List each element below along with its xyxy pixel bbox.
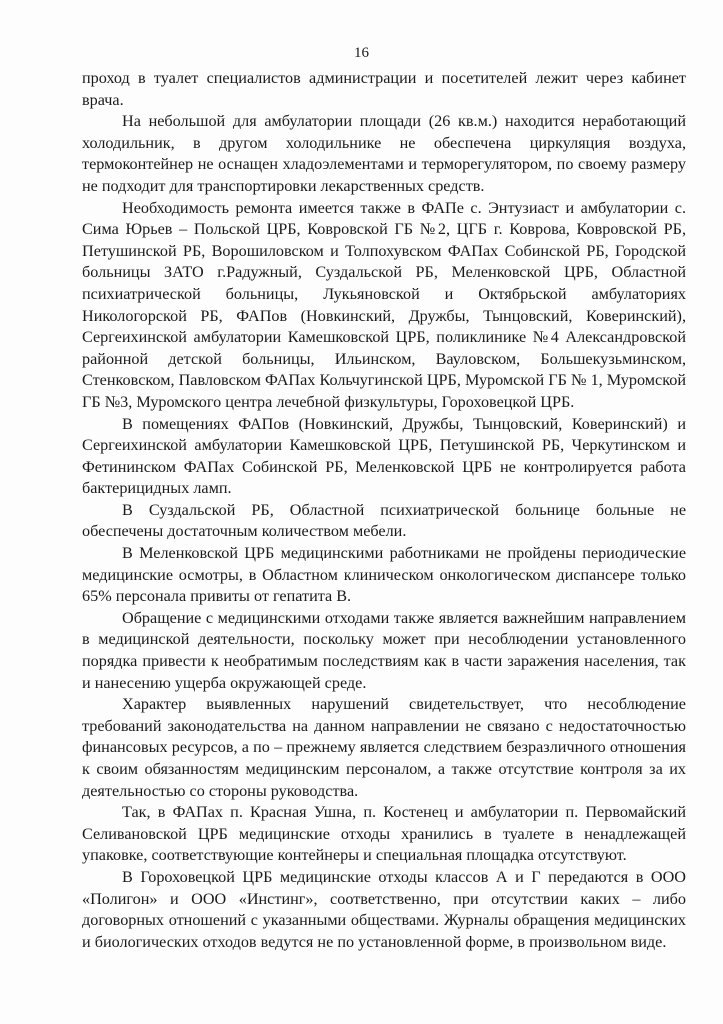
paragraph-7: Обращение с медицинскими отходами также является важнейшим направлением в медицинской деятельности, поскольку может при несоблюдении установленного порядка привести к необратимым последствиям как в части заражения населения, так и нанесению ущерба окружающей среде. [82,608,686,692]
paragraph-5: В Суздальской РБ, Областной психиатрической больнице больные не обеспечены достаточным количеством мебели. [82,500,686,541]
page-number: 16 [354,45,369,61]
paragraph-3: Необходимость ремонта имеется также в ФАПе с. Энтузиаст и амбулатории с. Сима Юрьев – Польской ЦРБ, Ковровской ГБ №2, ЦГБ г. Коврова, Ковровской РБ, Петушинской РБ, Ворошиловском и Толпохувском ФАПах Собинской РБ, Городской больницы ЗАТО г.Радужный, Суздальской РБ, Меленковской ЦРБ, Областной психиатрической больницы, Лукьяновской и Октябрьской амбулаториях Никологорской РБ, ФАПов (Новкинский, Дружбы, Тынцовский, Коверинский), Сергеихинской амбулатории Камешковской ЦРБ, поликлинике №4 Александровской районной детской больницы, Ильинском, Вауловском, Большекузьминском, Стенковском, Павловском ФАПах Кольчугинской ЦРБ, Муромской ГБ № 1, Муромской ГБ №3, Муромского центра лечебной физкультуры, Гороховецкой ЦРБ. [82,198,686,411]
document-body [82,68,686,953]
paragraph-6: В Меленковской ЦРБ медицинскими работниками не пройдены периодические медицинские осмотры, в Областном клиническом онкологическом диспансере только 65% персонала привиты от гепатита В. [82,544,686,606]
paragraph-4: В помещениях ФАПов (Новкинский, Дружбы, Тынцовский, Коверинский) и Сергеихинской амбулатории Камешковской ЦРБ, Петушинской РБ, Черкутинском и Фетининском ФАПах Собинской РБ, Меленковской ЦРБ не контролируется работа бактерицидных ламп. [82,414,686,498]
paragraph-8: Характер выявленных нарушений свидетельствует, что несоблюдение требований законодательства на данном направлении не связано с недостаточностью финансовых ресурсов, а по – прежнему является следствием безразличного отношения к своим обязанностям медицинским персоналом, а также отсутствие контроля за их деятельностью со стороны руководства. [82,695,686,800]
paragraph-2: На небольшой для амбулатории площади (26 кв.м.) находится неработающий холодильник, в другом холодильнике не обеспечена циркуляция воздуха, термоконтейнер не оснащен хладоэлементами и терморегулятором, по своему размеру не подходит для транспортировки лекарственных средств. [82,112,686,195]
paragraph-9: Так, в ФАПах п. Красная Ушна, п. Костенец и амбулатории п. Первомайский Селивановской ЦРБ медицинские отходы хранились в туалете в ненадлежащей упаковке, соответствующие контейнеры и специальная площадка отсутствуют. [82,803,686,865]
paragraph-10: В Гороховецкой ЦРБ медицинские отходы классов А и Г передаются в ООО «Полигон» и ООО «Инстинг», соответственно, при отсутствии каких – либо договорных отношений с указанными обществами. Журналы обращения медицинских и биологических отходов ведутся не по установленной форме, в произвольном виде. [82,867,686,951]
paragraph-1: проход в туалет специалистов администрации и посетителей лежит через кабинет врача. [82,69,686,109]
